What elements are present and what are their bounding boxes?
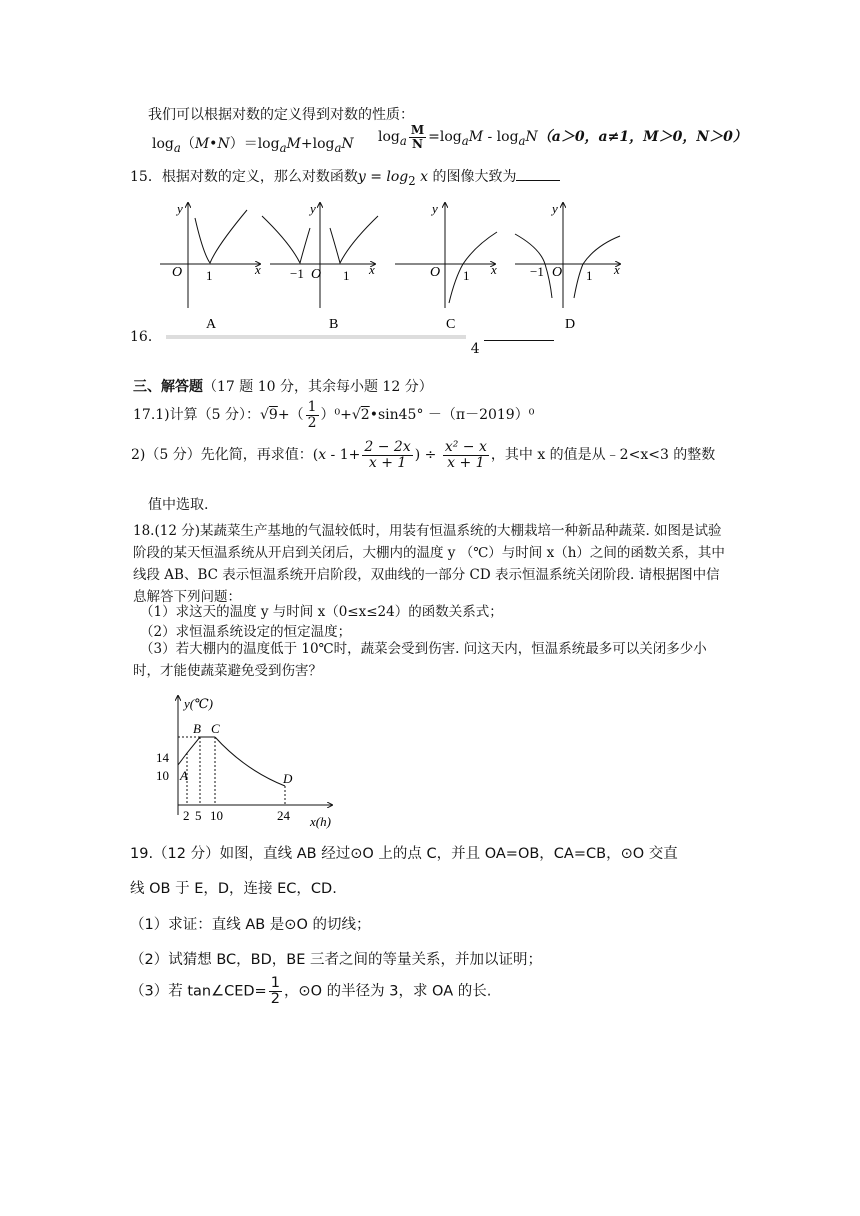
svg-text:10: 10 <box>210 808 223 823</box>
question-17-2: 2)（5 分）先化简，再求值：(x - 1+ $\frac{2 - 2x}{x + 1}$ ) ÷ $\frac{\text{x² − x}}{x + 1}$ ，其中 x 的值是从﹣2<x<3 的整数 <box>131 439 716 471</box>
svg-text:1: 1 <box>206 268 213 283</box>
svg-text:24: 24 <box>277 808 290 823</box>
question-17-1: 17.1)计算（5 分）：√9+（ $\frac{1}{2}$ ）⁰+√2•sin45° －（π－2019）⁰ <box>133 399 535 431</box>
graph-a[interactable] <box>160 201 261 332</box>
svg-text:1: 1 <box>586 268 593 283</box>
svg-text:−1: −1 <box>530 264 544 279</box>
svg-text:y: y <box>177 201 183 216</box>
graph-label-c: C <box>446 317 456 332</box>
svg-text:14: 14 <box>156 750 169 765</box>
question-18-sub3: （3）若大棚内的温度低于 10℃时，蔬菜会受到伤害. 问这天内，恒温系统最多可以关闭多少小时，才能使蔬菜避免受到伤害？ <box>133 641 707 679</box>
svg-text:D: D <box>283 771 293 786</box>
svg-text:A: A <box>180 768 188 783</box>
question-19-sub3: （3）若 tan∠CED= $\frac{1}{2}$ ，⊙O 的半径为 3，求 OA 的长. <box>130 975 492 1008</box>
svg-text:O: O <box>311 267 322 282</box>
graph-label-d: D <box>565 317 576 332</box>
question-15: 15．根据对数的定义，那么对数函数$y = \log_2 x$ 的图像大致为 <box>130 166 560 188</box>
question-19-sub1: （1）求证：直线 AB 是⊙O 的切线； <box>130 917 371 933</box>
question-17-2-line2: 值中选取. <box>148 497 209 513</box>
svg-text:C: C <box>211 721 220 736</box>
graph-b[interactable] <box>262 201 378 332</box>
intro-text: 我们可以根据对数的定义得到对数的性质： <box>148 107 414 123</box>
log-quotient-property: $\log_a$ $\frac{M}{N}$ $=\log_aM - \log_aN(a>0$，a≠1，M＞0，N＞0） <box>378 123 747 151</box>
svg-text:y: y <box>552 201 558 216</box>
svg-text:y: y <box>310 201 316 216</box>
question-16: 16． 4 <box>130 326 554 346</box>
svg-text:O: O <box>552 265 563 280</box>
svg-text:O: O <box>430 265 441 280</box>
svg-text:O: O <box>172 265 183 280</box>
svg-text:2: 2 <box>183 808 190 823</box>
svg-text:y: y <box>432 201 438 216</box>
q15-graph-options <box>155 198 645 338</box>
svg-text:5: 5 <box>195 808 202 823</box>
svg-text:10: 10 <box>156 768 169 783</box>
graph-d[interactable] <box>515 201 620 332</box>
svg-text:x: x <box>255 262 261 277</box>
question-19-sub2: （2）试猜想 BC，BD，BE 三者之间的等量关系，并加以证明； <box>130 952 542 968</box>
svg-text:1: 1 <box>463 268 470 283</box>
svg-text:x: x <box>369 262 375 277</box>
svg-text:x: x <box>614 262 620 277</box>
svg-text:−1: −1 <box>290 266 304 281</box>
svg-text:1: 1 <box>343 268 350 283</box>
svg-text:x(h): x(h) <box>310 814 331 829</box>
question-19-line1: 19.（12 分）如图，直线 AB 经过⊙O 上的点 C，并且 OA=OB，CA=CB，⊙O 交直 <box>130 846 678 862</box>
graph-label-a: A <box>206 317 217 332</box>
graph-label-b: B <box>329 317 339 332</box>
question-19-line2: 线 OB 于 E，D，连接 EC，CD. <box>130 881 337 897</box>
svg-text:x: x <box>491 262 497 277</box>
svg-text:B: B <box>193 721 201 736</box>
temperature-graph <box>150 690 350 830</box>
section-3-heading: 三、解答题（17 题 10 分，其余每小题 12 分） <box>133 379 433 395</box>
svg-text:y(℃): y(℃) <box>184 696 213 711</box>
graph-c[interactable] <box>395 201 497 332</box>
question-18-text: 18.(12 分)某蔬菜生产基地的气温较低时，用装有恒温系统的大棚栽培一种新品种蔬菜. 如图是试验阶段的某天恒温系统从开启到关闭后，大棚内的温度 y （℃）与时间 x（h）之间的函数关系，其中线段 AB、BC 表示恒温系统开启阶段，双曲线的一部分 CD 表示恒温系统关闭阶段. 请根据图中信息解答下列问题： <box>133 523 725 605</box>
question-18-sub1: （1）求这天的温度 y 与时间 x（0≤x≤24）的函数关系式； <box>140 604 503 620</box>
log-product-property: $\log_a(M•N)=\log_aM+\log_aN$ <box>152 136 354 155</box>
question-18-sub2: （2）求恒温系统设定的恒定温度； <box>140 624 352 640</box>
